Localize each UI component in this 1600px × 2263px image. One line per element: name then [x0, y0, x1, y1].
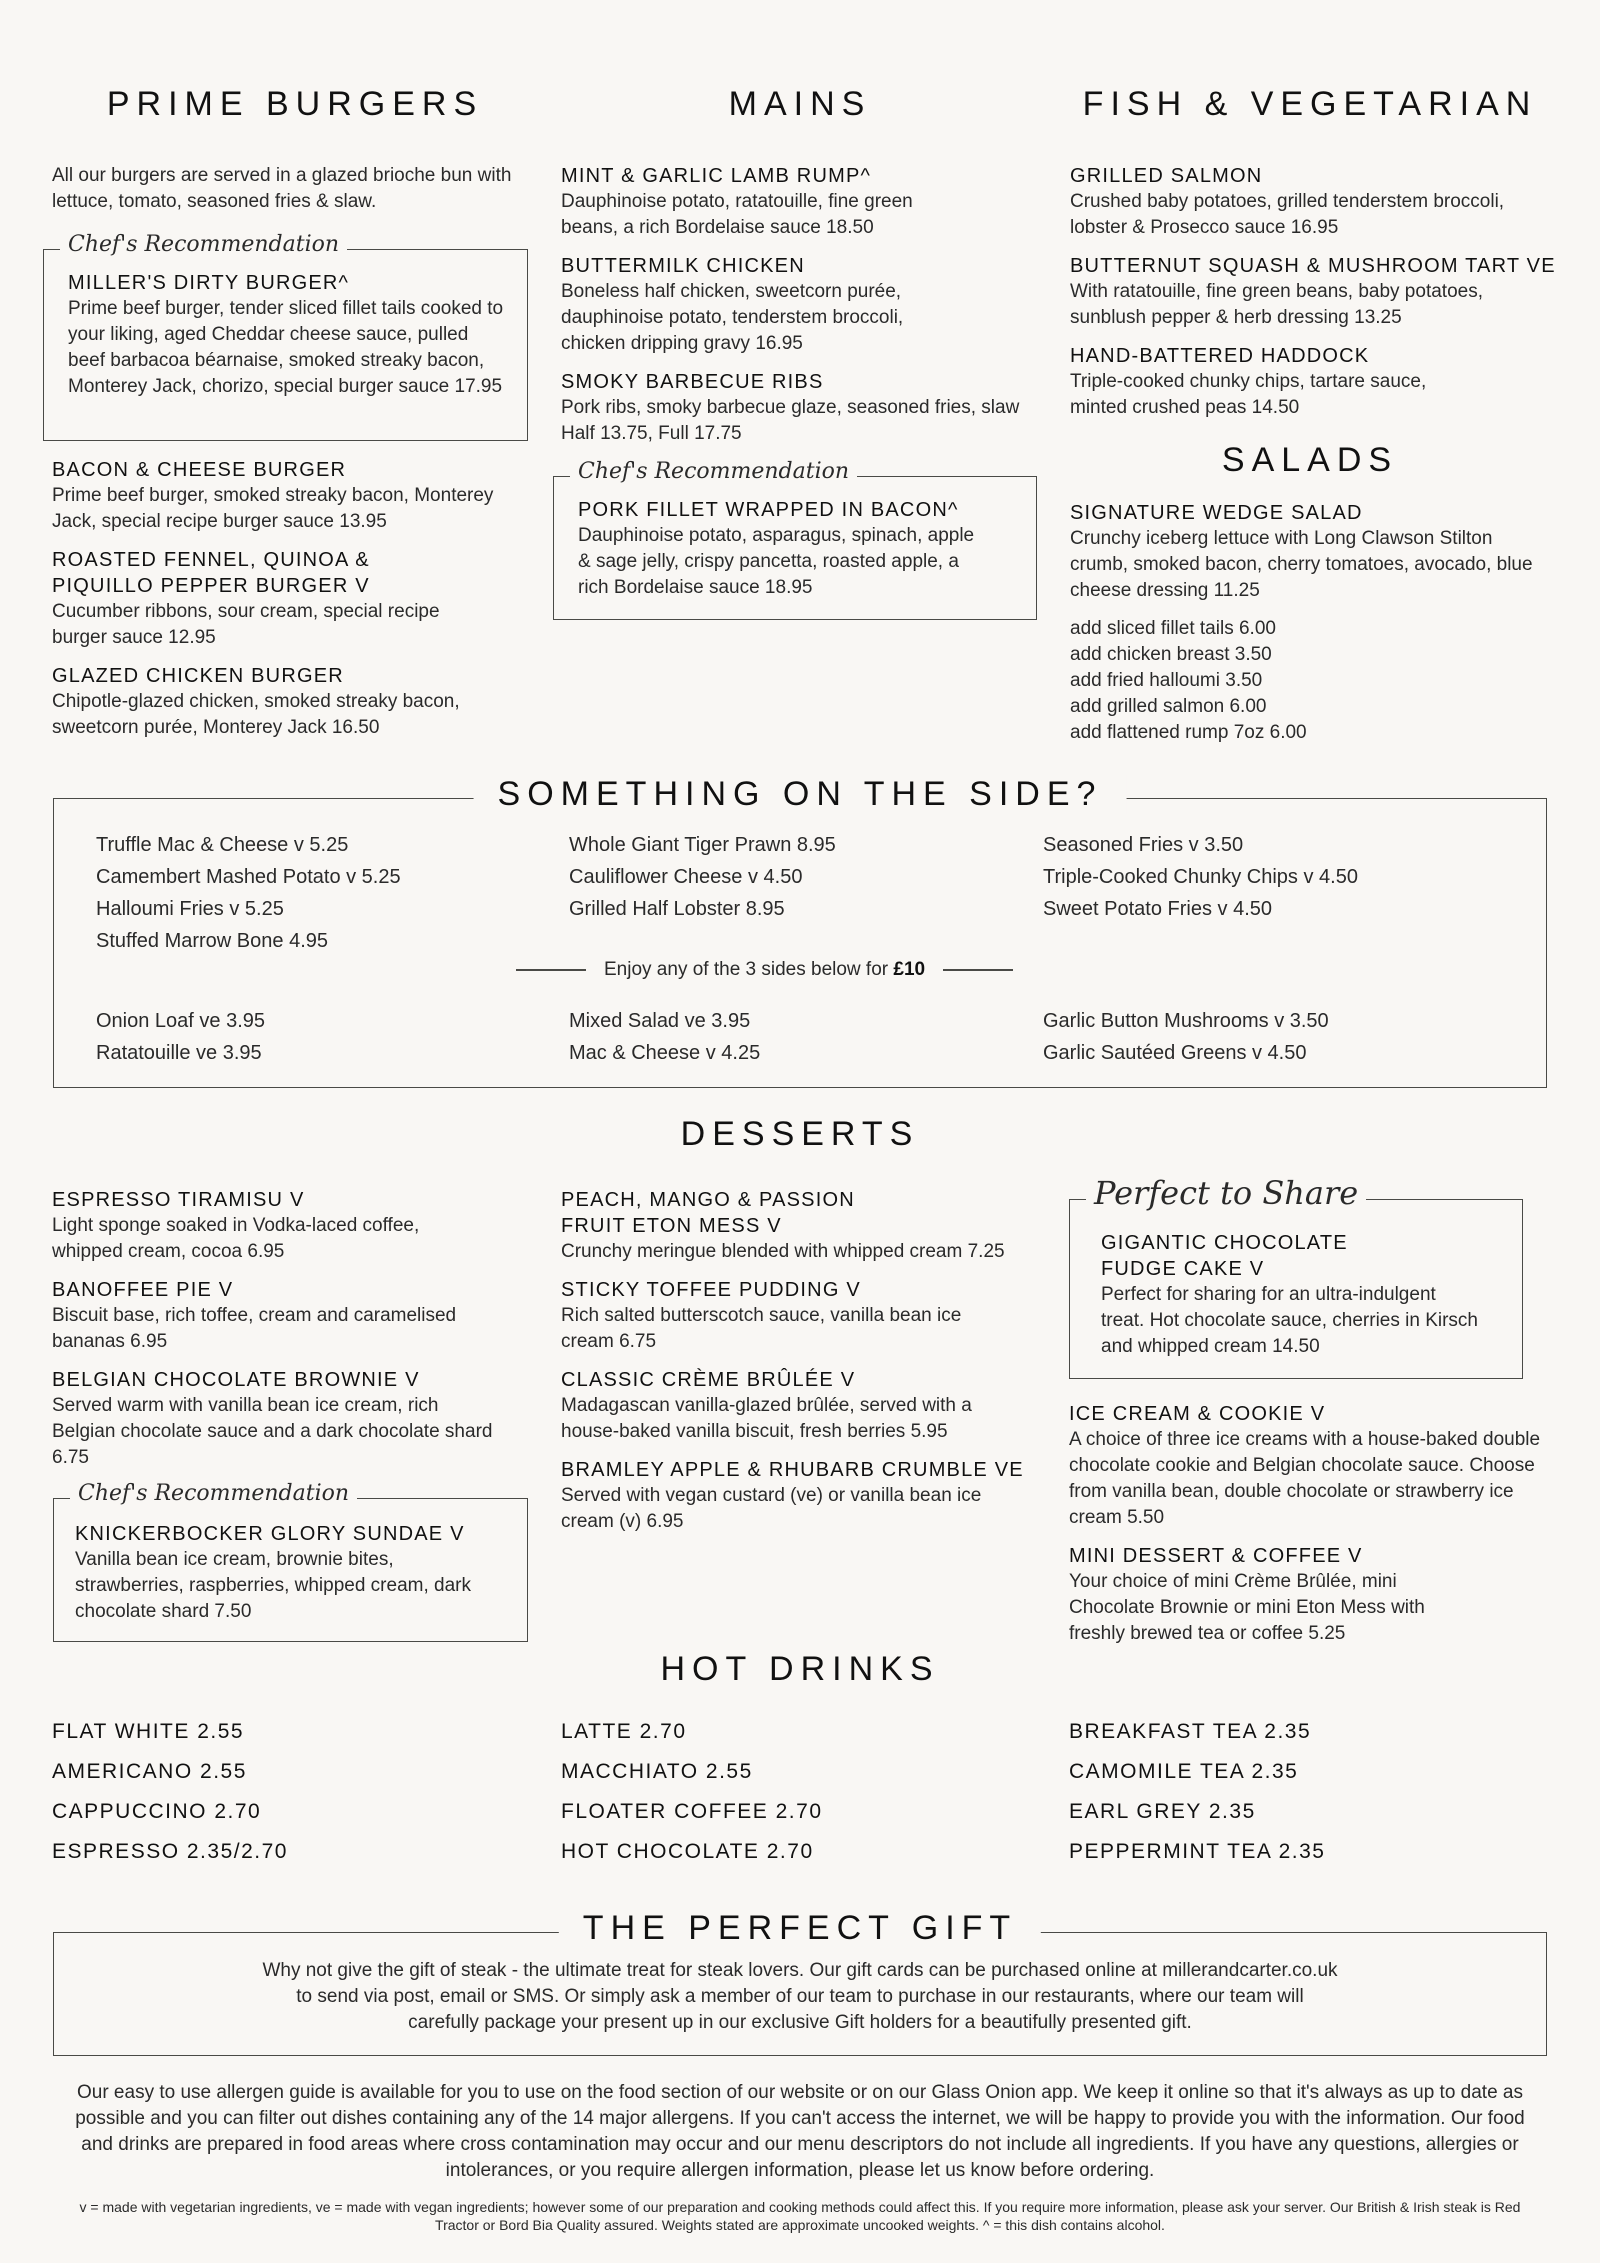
chefs-recommendation-box-desserts: [53, 1481, 528, 1642]
menu-item: [52, 1277, 512, 1355]
side-item: Onion Loaf ve 3.95: [96, 1010, 266, 1032]
item-desc: Prime beef burger, smoked streaky bacon, Monterey Jack, special recipe burger sauce 13.95: [52, 485, 494, 532]
item-name: MILLER'S DIRTY BURGER^: [68, 272, 350, 294]
burgers-intro: All our burgers are served in a glazed brioche bun with lettuce, tomato, seasoned fries & slaw.: [52, 165, 512, 212]
item-desc: Light sponge soaked in Vodka-laced coffee, whipped cream, cocoa 6.95: [52, 1215, 420, 1262]
drink-item: EARL GREY 2.35: [1069, 1800, 1256, 1823]
drink-item: LATTE 2.70: [561, 1720, 687, 1743]
side-item: Ratatouille ve 3.95: [96, 1042, 262, 1064]
side-item: Whole Giant Tiger Prawn 8.95: [569, 834, 836, 856]
drinks-col-3: [1069, 1712, 1326, 1872]
item-name: PORK FILLET WRAPPED IN BACON^: [578, 499, 959, 521]
gift-text-line: Why not give the gift of steak - the ultimate treat for steak lovers. Our gift cards can be purchased online at millerandcarter.co.uk: [262, 1960, 1338, 1981]
side-item: Mixed Salad ve 3.95: [569, 1010, 751, 1032]
item-desc: Biscuit base, rich toffee, cream and caramelised bananas 6.95: [52, 1305, 457, 1352]
item-desc: Served with vegan custard (ve) or vanilla bean ice cream (v) 6.95: [561, 1485, 982, 1532]
drink-item: CAPPUCCINO 2.70: [52, 1800, 262, 1823]
side-item: Mac & Cheese v 4.25: [569, 1042, 761, 1064]
menu-item: [52, 1367, 512, 1471]
addon: add fried halloumi 3.50: [1070, 670, 1263, 691]
item-desc: Your choice of mini Crème Brûlée, mini Chocolate Brownie or mini Eton Mess with freshly brewed tea or coffee 5.25: [1069, 1571, 1425, 1644]
item-name: KNICKERBOCKER GLORY SUNDAE V: [75, 1523, 465, 1545]
item-desc: Perfect for sharing for an ultra-indulgent treat. Hot chocolate sauce, cherries in Kirsch and whipped cream 14.50: [1101, 1284, 1479, 1357]
menu-item: [561, 369, 1021, 447]
side-item: Garlic Sautéed Greens v 4.50: [1043, 1042, 1307, 1064]
item-name: BELGIAN CHOCOLATE BROWNIE V: [52, 1369, 420, 1391]
divider: [943, 969, 1013, 971]
item-name: SMOKY BARBECUE RIBS: [561, 371, 824, 393]
item-name: ICE CREAM & COOKIE V: [1069, 1403, 1326, 1425]
perfect-to-share-label: Perfect to Share: [1086, 1174, 1366, 1212]
drink-item: ESPRESSO 2.35/2.70: [52, 1840, 288, 1863]
chefs-recommendation-label: Chef's Recommendation: [60, 232, 347, 257]
item-name: BUTTERMILK CHICKEN: [561, 255, 805, 277]
item-desc: Madagascan vanilla-glazed brûlée, served with a house-baked vanilla biscuit, fresh berries 5.95: [561, 1395, 972, 1442]
drink-item: AMERICANO 2.55: [52, 1760, 247, 1783]
menu-item: [561, 163, 1021, 241]
menu-item: [52, 457, 542, 535]
perfect-gift-box: [53, 1909, 1547, 2056]
menu-item: [1069, 1401, 1559, 1531]
addon: add flattened rump 7oz 6.00: [1070, 722, 1307, 743]
item-desc: With ratatouille, fine green beans, baby potatoes, sunblush pepper & herb dressing 13.25: [1070, 281, 1483, 328]
menu-item: [1070, 253, 1560, 331]
item-name: CLASSIC CRÈME BRÛLÉE V: [561, 1369, 856, 1391]
section-title-prime-burgers: PRIME BURGERS: [106, 85, 484, 123]
item-desc: Crunchy meringue blended with whipped cream 7.25: [561, 1241, 1005, 1262]
drink-item: FLAT WHITE 2.55: [52, 1720, 245, 1743]
chefs-recommendation-label: Chef's Recommendation: [70, 1481, 357, 1506]
perfect-to-share-box: [1069, 1174, 1523, 1379]
item-name: GLAZED CHICKEN BURGER: [52, 665, 344, 687]
deal-col-3: [1043, 1005, 1329, 1069]
item-desc: Crunchy iceberg lettuce with Long Clawson Stilton crumb, smoked bacon, cherry tomatoes, avocado, blue cheese dressing 11.25: [1070, 528, 1533, 601]
sides-col-2: [569, 829, 836, 925]
section-title-mains: MAINS: [728, 85, 872, 123]
mains-list: [561, 163, 1021, 459]
drinks-col-2: [561, 1712, 823, 1872]
chefs-recommendation-box-mains: [553, 459, 1037, 620]
item-desc: Dauphinoise potato, ratatouille, fine green beans, a rich Bordelaise sauce 18.50: [561, 191, 913, 238]
item-name: SIGNATURE WEDGE SALAD: [1070, 502, 1363, 524]
fish-veg-list: [1070, 163, 1560, 433]
side-item: Stuffed Marrow Bone 4.95: [96, 930, 328, 952]
item-desc: Cucumber ribbons, sour cream, special recipe burger sauce 12.95: [52, 601, 440, 648]
side-item: Seasoned Fries v 3.50: [1043, 834, 1244, 856]
item-name: GRILLED SALMON: [1070, 165, 1263, 187]
side-item: Truffle Mac & Cheese v 5.25: [96, 834, 349, 856]
item-desc: Crushed baby potatoes, grilled tenderstem broccoli, lobster & Prosecco sauce 16.95: [1070, 191, 1505, 238]
drink-item: BREAKFAST TEA 2.35: [1069, 1720, 1312, 1743]
item-name: BACON & CHEESE BURGER: [52, 459, 347, 481]
section-title-salads: SALADS: [1221, 441, 1399, 479]
item-desc: Pork ribs, smoky barbecue glaze, seasoned fries, slaw Half 13.75, Full 17.75: [561, 397, 1020, 444]
side-item: Grilled Half Lobster 8.95: [569, 898, 785, 920]
legal-footnote: v = made with vegetarian ingredients, ve = made with vegan ingredients; however some of our preparation and cooking methods could affect this. If you require more information, please ask your server. Our British & Irish steak is Red Tractor or Bord Bia Quality assured. Weights stated are approximate uncooked weights. ^ = this dish contains alcohol.: [79, 2199, 1521, 2233]
allergen-notice: Our easy to use allergen guide is available for you to use on the food section of our website or on our Glass Onion app. We keep it online so that it's always as up to date as possible and you can filter out dishes containing any of the 14 major allergens. If you can't access the internet, we will be happy to provide you with the information. Our food and drinks are prepared in food areas where cross contamination may occur and our menu descriptors do not include all ingredients. If you have any questions, allergies or intolerances, or you require allergen information, please let us know before ordering.: [75, 2082, 1525, 2181]
side-item: Sweet Potato Fries v 4.50: [1043, 898, 1273, 920]
burgers-list: [52, 457, 542, 753]
sides-deal-banner: [516, 959, 1013, 981]
item-desc: Chipotle-glazed chicken, smoked streaky bacon, sweetcorn purée, Monterey Jack 16.50: [52, 691, 460, 738]
section-title-fish-veg: FISH & VEGETARIAN: [1082, 85, 1538, 123]
item-desc: Boneless half chicken, sweetcorn purée, dauphinoise potato, tenderstem broccoli, chicken dripping gravy 16.95: [561, 281, 904, 354]
item-name: STICKY TOFFEE PUDDING V: [561, 1279, 861, 1301]
desserts-col-1: [52, 1187, 512, 1483]
drinks-col-1: [52, 1712, 288, 1872]
side-item: Halloumi Fries v 5.25: [96, 898, 284, 920]
salads-list: [1070, 500, 1560, 746]
item-desc: Vanilla bean ice cream, brownie bites, strawberries, raspberries, whipped cream, dark chocolate shard 7.50: [75, 1549, 471, 1622]
drink-item: HOT CHOCOLATE 2.70: [561, 1840, 814, 1863]
menu-item: [561, 253, 1021, 357]
deal-col-1: [96, 1005, 265, 1069]
item-name: BUTTERNUT SQUASH & MUSHROOM TART VE: [1070, 255, 1556, 277]
item-desc: Triple-cooked chunky chips, tartare sauce, minted crushed peas 14.50: [1070, 371, 1427, 418]
menu-item: [52, 1187, 512, 1265]
drink-item: CAMOMILE TEA 2.35: [1069, 1760, 1299, 1783]
salad-addons: [1070, 616, 1560, 746]
item-name: BANOFFEE PIE V: [52, 1279, 234, 1301]
menu-item: [1070, 500, 1560, 604]
menu-item: [1069, 1543, 1559, 1647]
side-item: Cauliflower Cheese v 4.50: [569, 866, 803, 888]
gift-text-line: to send via post, email or SMS. Or simply ask a member of our team to purchase in our restaurants, where our team will: [296, 1986, 1304, 2007]
chefs-recommendation-label: Chef's Recommendation: [570, 459, 857, 484]
section-title-hot-drinks: HOT DRINKS: [660, 1650, 940, 1688]
addon: add chicken breast 3.50: [1070, 644, 1272, 665]
side-item: Garlic Button Mushrooms v 3.50: [1043, 1010, 1329, 1032]
gift-text-line: carefully package your present up in our exclusive Gift holders for a beautifully presented gift.: [408, 2012, 1192, 2033]
item-desc: Served warm with vanilla bean ice cream, rich Belgian chocolate sauce and a dark chocolate shard 6.75: [52, 1395, 493, 1468]
side-item: Triple-Cooked Chunky Chips v 4.50: [1043, 866, 1358, 888]
desserts-col-3: [1069, 1401, 1559, 1659]
item-name: ROASTED FENNEL, QUINOA & PIQUILLO PEPPER BURGER V: [52, 549, 370, 597]
chefs-recommendation-box-burgers: [43, 232, 528, 441]
menu-item: [1070, 343, 1560, 421]
menu-item: [1070, 163, 1560, 241]
item-desc: Rich salted butterscotch sauce, vanilla bean ice cream 6.75: [561, 1305, 962, 1352]
sides-col-3: [1043, 829, 1358, 925]
desserts-col-2: [561, 1187, 1031, 1547]
item-desc: A choice of three ice creams with a house-baked double chocolate cookie and Belgian chocolate sauce. Choose from vanilla bean, double chocolate or strawberry ice cream 5.50: [1069, 1429, 1541, 1528]
menu-item: [561, 1187, 1031, 1265]
addon: add grilled salmon 6.00: [1070, 696, 1267, 717]
deal-price: £10: [893, 959, 926, 980]
menu-item: [52, 547, 542, 651]
deal-col-2: [569, 1005, 760, 1069]
menu-item: [52, 663, 542, 741]
drink-item: FLOATER COFFEE 2.70: [561, 1800, 823, 1823]
side-item: Camembert Mashed Potato v 5.25: [96, 866, 401, 888]
menu-item: [561, 1367, 1031, 1445]
sides-col-1: [96, 829, 401, 957]
item-desc: Dauphinoise potato, asparagus, spinach, apple & sage jelly, crispy pancetta, roasted apple, a rich Bordelaise sauce 18.95: [578, 525, 975, 598]
item-name: BRAMLEY APPLE & RHUBARB CRUMBLE VE: [561, 1459, 1024, 1481]
item-name: ESPRESSO TIRAMISU V: [52, 1189, 305, 1211]
sides-box: [53, 775, 1547, 1088]
item-name: MINI DESSERT & COFFEE V: [1069, 1545, 1363, 1567]
item-name: HAND-BATTERED HADDOCK: [1070, 345, 1370, 367]
item-name: PEACH, MANGO & PASSION FRUIT ETON MESS V: [561, 1189, 855, 1237]
section-title-desserts: DESSERTS: [680, 1115, 920, 1153]
section-title-sides: SOMETHING ON THE SIDE?: [474, 775, 1127, 814]
divider: [516, 969, 586, 971]
section-title-perfect-gift: THE PERFECT GIFT: [559, 1909, 1041, 1948]
item-name: MINT & GARLIC LAMB RUMP^: [561, 165, 872, 187]
menu-item: [561, 1277, 1031, 1355]
deal-text: Enjoy any of the 3 sides below for £10: [604, 959, 926, 980]
addon: add sliced fillet tails 6.00: [1070, 618, 1276, 639]
item-name: GIGANTIC CHOCOLATE FUDGE CAKE V: [1101, 1232, 1348, 1280]
drink-item: PEPPERMINT TEA 2.35: [1069, 1840, 1326, 1863]
item-desc: Prime beef burger, tender sliced fillet tails cooked to your liking, aged Cheddar cheese sauce, pulled beef barbacoa béarnaise, smoked streaky bacon, Monterey Jack, chorizo, special burger sauce 17.95: [68, 298, 504, 397]
drink-item: MACCHIATO 2.55: [561, 1760, 753, 1783]
menu-item: [561, 1457, 1031, 1535]
